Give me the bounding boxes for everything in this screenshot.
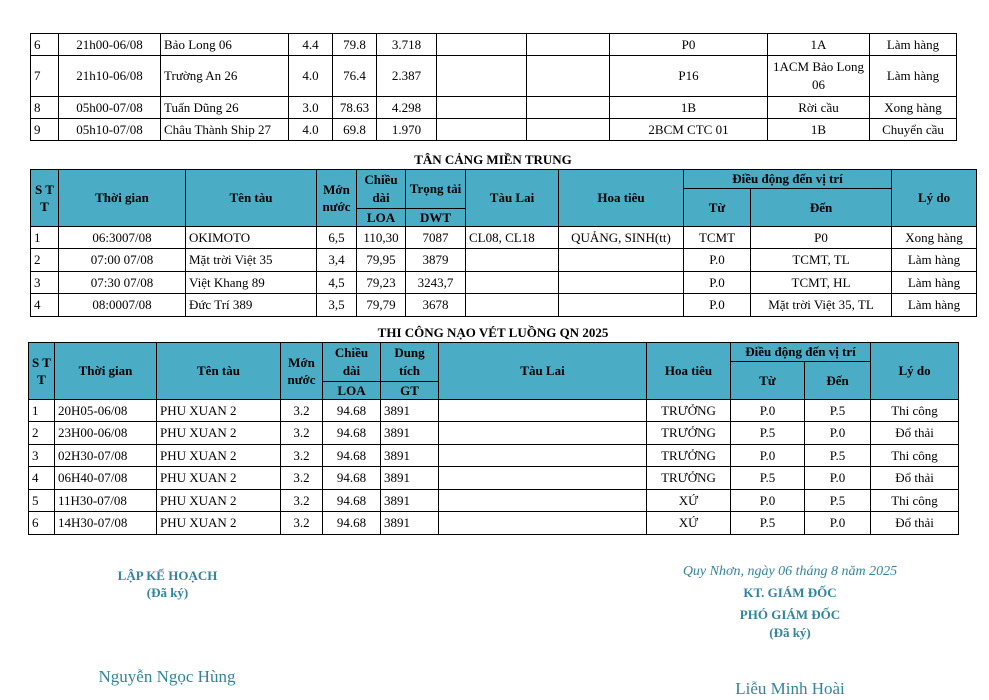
director-title: KT. GIÁM ĐỐC bbox=[743, 585, 837, 600]
section-title-nao-vet: THI CÔNG NẠO VÉT LUỒNG QN 2025 bbox=[377, 325, 609, 340]
table-cell bbox=[466, 272, 559, 294]
col-time-header: Thời gian bbox=[59, 170, 186, 227]
table-cell: Châu Thành Ship 27 bbox=[161, 119, 289, 141]
table-cell: P.0 bbox=[805, 512, 871, 535]
table-cell: 3891 bbox=[381, 467, 439, 490]
table-cell: PHU XUAN 2 bbox=[157, 490, 281, 512]
table-cell: 2 bbox=[29, 422, 55, 445]
table-cell bbox=[439, 467, 647, 490]
table-cell: TCMT bbox=[684, 227, 751, 249]
table-cell: P.5 bbox=[731, 422, 805, 445]
planner-title: LẬP KẾ HOẠCH bbox=[117, 568, 218, 583]
table-cell: P.0 bbox=[805, 467, 871, 490]
planner-name: Nguyễn Ngọc Hùng bbox=[98, 667, 236, 686]
table-cell: OKIMOTO bbox=[186, 227, 317, 249]
table-cell bbox=[439, 512, 647, 535]
col-stt-header: S T T bbox=[29, 343, 55, 400]
table-cell: 94.68 bbox=[323, 467, 381, 490]
table-cell: TRƯỞNG bbox=[647, 422, 731, 445]
table-cell: 1.970 bbox=[377, 119, 437, 141]
table-cell: P0 bbox=[751, 227, 892, 249]
table-cell: 20H05-06/08 bbox=[55, 400, 157, 422]
table-cell: 3.2 bbox=[281, 467, 323, 490]
table-cell: Đổ thải bbox=[871, 422, 959, 445]
tan-cang-table bbox=[30, 169, 977, 317]
nao-vet-table bbox=[28, 342, 959, 535]
table-cell: 21h10-06/08 bbox=[59, 56, 161, 97]
table-cell: 76.4 bbox=[333, 56, 377, 97]
col-tonnage-header: Trọng tải bbox=[406, 170, 466, 209]
table-row bbox=[29, 512, 959, 535]
table-cell: 2.387 bbox=[377, 56, 437, 97]
table-cell: 94.68 bbox=[323, 422, 381, 445]
table-cell: 3.2 bbox=[281, 400, 323, 422]
table-row bbox=[29, 422, 959, 445]
table-cell: 3891 bbox=[381, 445, 439, 467]
table-cell: 1A bbox=[768, 34, 870, 56]
table-cell: P.5 bbox=[731, 467, 805, 490]
table-cell bbox=[437, 119, 527, 141]
table-cell: 4.0 bbox=[289, 119, 333, 141]
table-cell: P.0 bbox=[731, 445, 805, 467]
table-cell: PHU XUAN 2 bbox=[157, 467, 281, 490]
table-cell: 23H00-06/08 bbox=[55, 422, 157, 445]
table-cell: 3891 bbox=[381, 490, 439, 512]
table-cell: 2BCM CTC 01 bbox=[610, 119, 768, 141]
table-cell: Xong hàng bbox=[870, 97, 957, 119]
director-signed-note: (Đã ký) bbox=[769, 625, 811, 640]
table-cell: 4.298 bbox=[377, 97, 437, 119]
table-cell: Rời cầu bbox=[768, 97, 870, 119]
table-cell bbox=[439, 445, 647, 467]
table-cell: 3.2 bbox=[281, 422, 323, 445]
table-cell: TCMT, TL bbox=[751, 249, 892, 272]
table-cell: Đổ thải bbox=[871, 512, 959, 535]
col-reason-header: Lý do bbox=[892, 170, 977, 227]
table-cell: Thi công bbox=[871, 400, 959, 422]
table-cell: 6 bbox=[29, 512, 55, 535]
table-cell: 94.68 bbox=[323, 400, 381, 422]
table-cell: Đức Trí 389 bbox=[186, 294, 317, 317]
table-cell: Bảo Long 06 bbox=[161, 34, 289, 56]
table-cell bbox=[527, 97, 610, 119]
table-cell: 1 bbox=[29, 400, 55, 422]
planner-signed-note: (Đã ký) bbox=[146, 585, 189, 600]
table-cell bbox=[466, 294, 559, 317]
col-length-header: Chiều dài bbox=[357, 170, 406, 209]
table-cell bbox=[527, 34, 610, 56]
table-cell: Làm hàng bbox=[892, 272, 977, 294]
table-cell: CL08, CL18 bbox=[466, 227, 559, 249]
table-cell: P0 bbox=[610, 34, 768, 56]
table-cell bbox=[559, 249, 684, 272]
table-row bbox=[29, 490, 959, 512]
table-cell: TRƯỞNG bbox=[647, 400, 731, 422]
table-cell: P.0 bbox=[731, 490, 805, 512]
table-cell: P.0 bbox=[684, 272, 751, 294]
col-to-header: Đến bbox=[751, 188, 892, 227]
table-cell: 79,79 bbox=[357, 294, 406, 317]
col-reason-header: Lý do bbox=[871, 343, 959, 400]
table-cell: Việt Khang 89 bbox=[186, 272, 317, 294]
director-name: Liễu Minh Hoài bbox=[735, 679, 845, 698]
table-cell: 2 bbox=[31, 249, 59, 272]
col-tonnage-unit: DWT bbox=[406, 208, 466, 227]
table-cell: 3891 bbox=[381, 422, 439, 445]
table-cell: 07:00 07/08 bbox=[59, 249, 186, 272]
table-cell: 3,4 bbox=[317, 249, 357, 272]
table-cell: 08:0007/08 bbox=[59, 294, 186, 317]
table-cell: Làm hàng bbox=[892, 294, 977, 317]
place-date-line: Quy Nhơn, ngày 06 tháng 8 năm 2025 bbox=[682, 564, 898, 579]
table-cell: 1B bbox=[768, 119, 870, 141]
table-cell: 3891 bbox=[381, 512, 439, 535]
table-cell: 1 bbox=[31, 227, 59, 249]
col-stt-header: S T T bbox=[31, 170, 59, 227]
col-volume-unit: GT bbox=[381, 381, 439, 400]
table-cell: 79,95 bbox=[357, 249, 406, 272]
table-cell: 1ACM Bảo Long 06 bbox=[768, 56, 870, 97]
table-cell: 94.68 bbox=[323, 445, 381, 467]
table-cell: Thi công bbox=[871, 445, 959, 467]
table-cell: 3.2 bbox=[281, 445, 323, 467]
table-cell: 79.8 bbox=[333, 34, 377, 56]
table-cell: 3243,7 bbox=[406, 272, 466, 294]
table-cell bbox=[466, 249, 559, 272]
table-cell bbox=[439, 422, 647, 445]
table-cell: 110,30 bbox=[357, 227, 406, 249]
table-cell: 94.68 bbox=[323, 490, 381, 512]
table-row bbox=[31, 56, 957, 97]
table-cell: TRƯỞNG bbox=[647, 445, 731, 467]
table-cell: PHU XUAN 2 bbox=[157, 512, 281, 535]
table-cell: 3 bbox=[29, 445, 55, 467]
table-cell: 3.2 bbox=[281, 490, 323, 512]
table-cell: P.5 bbox=[731, 512, 805, 535]
section-title-tan-cang: TÂN CẢNG MIỀN TRUNG bbox=[414, 152, 572, 167]
table-cell: 14H30-07/08 bbox=[55, 512, 157, 535]
deputy-director-title: PHÓ GIÁM ĐỐC bbox=[739, 607, 841, 622]
table-cell: 3,5 bbox=[317, 294, 357, 317]
table-cell: 3.0 bbox=[289, 97, 333, 119]
table-cell: 4 bbox=[31, 294, 59, 317]
col-tug-header: Tàu Lai bbox=[439, 343, 647, 400]
table-cell: 7 bbox=[31, 56, 59, 97]
table-cell: 05h00-07/08 bbox=[59, 97, 161, 119]
table-cell: Xong hàng bbox=[892, 227, 977, 249]
table-cell bbox=[527, 119, 610, 141]
table-cell: P.5 bbox=[805, 400, 871, 422]
table-cell: 07:30 07/08 bbox=[59, 272, 186, 294]
table-cell bbox=[439, 400, 647, 422]
table-cell: P.5 bbox=[805, 490, 871, 512]
table-cell: PHU XUAN 2 bbox=[157, 422, 281, 445]
table-cell: 02H30-07/08 bbox=[55, 445, 157, 467]
berth-schedule-table-continued bbox=[30, 33, 957, 141]
table-cell: 79,23 bbox=[357, 272, 406, 294]
table-cell: 06:3007/08 bbox=[59, 227, 186, 249]
table-cell: Trường An 26 bbox=[161, 56, 289, 97]
table-cell bbox=[559, 272, 684, 294]
table-cell: P.5 bbox=[805, 445, 871, 467]
col-draft-header: Mớn nước bbox=[317, 170, 357, 227]
table-cell: 3879 bbox=[406, 249, 466, 272]
table-cell: 7087 bbox=[406, 227, 466, 249]
col-to-header: Đến bbox=[805, 361, 871, 400]
table-cell: 94.68 bbox=[323, 512, 381, 535]
col-draft-header: Mớn nước bbox=[281, 343, 323, 400]
table-cell: 3891 bbox=[381, 400, 439, 422]
table-cell bbox=[559, 294, 684, 317]
table-cell: 9 bbox=[31, 119, 59, 141]
table-cell: 6,5 bbox=[317, 227, 357, 249]
col-volume-header: Dung tích bbox=[381, 343, 439, 382]
table-cell: Đổ thải bbox=[871, 467, 959, 490]
table-cell: Thi công bbox=[871, 490, 959, 512]
table-cell: Làm hàng bbox=[870, 56, 957, 97]
col-tug-header: Tàu Lai bbox=[466, 170, 559, 227]
table-cell: 4 bbox=[29, 467, 55, 490]
table-cell: P.0 bbox=[684, 294, 751, 317]
table-cell: 05h10-07/08 bbox=[59, 119, 161, 141]
table-cell bbox=[439, 490, 647, 512]
table-cell: 06H40-07/08 bbox=[55, 467, 157, 490]
table-cell: TRƯỞNG bbox=[647, 467, 731, 490]
col-length-unit: LOA bbox=[357, 208, 406, 227]
table-cell: 4.0 bbox=[289, 56, 333, 97]
table-cell bbox=[437, 34, 527, 56]
table-cell: 21h00-06/08 bbox=[59, 34, 161, 56]
col-length-header: Chiều dài bbox=[323, 343, 381, 382]
table-cell: Làm hàng bbox=[870, 34, 957, 56]
table-row bbox=[31, 227, 977, 249]
table-cell: 1B bbox=[610, 97, 768, 119]
table-cell: PHU XUAN 2 bbox=[157, 445, 281, 467]
table-row bbox=[29, 445, 959, 467]
table-cell: 6 bbox=[31, 34, 59, 56]
table-cell: P.0 bbox=[805, 422, 871, 445]
col-ship-header: Tên tàu bbox=[186, 170, 317, 227]
table-cell: P.0 bbox=[684, 249, 751, 272]
table-cell: Chuyển cầu bbox=[870, 119, 957, 141]
col-move-header: Điều động đến vị trí bbox=[684, 170, 892, 189]
table-cell bbox=[437, 97, 527, 119]
table-row bbox=[29, 400, 959, 422]
table-cell: XỨ bbox=[647, 512, 731, 535]
table-row bbox=[29, 467, 959, 490]
table-cell: 4.4 bbox=[289, 34, 333, 56]
table-cell: 3.2 bbox=[281, 512, 323, 535]
table-row bbox=[31, 34, 957, 56]
col-from-header: Từ bbox=[731, 361, 805, 400]
table-cell: QUẢNG, SINH(tt) bbox=[559, 227, 684, 249]
table-cell: 3 bbox=[31, 272, 59, 294]
table-row bbox=[31, 97, 957, 119]
table-cell: 69.8 bbox=[333, 119, 377, 141]
table-cell: TCMT, HL bbox=[751, 272, 892, 294]
table-row bbox=[31, 119, 957, 141]
table-cell: XỨ bbox=[647, 490, 731, 512]
table-row bbox=[31, 272, 977, 294]
col-time-header: Thời gian bbox=[55, 343, 157, 400]
col-move-header: Điều động đến vị trí bbox=[731, 343, 871, 362]
table-cell: P.0 bbox=[731, 400, 805, 422]
col-from-header: Từ bbox=[684, 188, 751, 227]
table-cell: PHU XUAN 2 bbox=[157, 400, 281, 422]
col-length-unit: LOA bbox=[323, 381, 381, 400]
table-cell: 78.63 bbox=[333, 97, 377, 119]
table-cell: 5 bbox=[29, 490, 55, 512]
table-cell: P16 bbox=[610, 56, 768, 97]
table-cell: 11H30-07/08 bbox=[55, 490, 157, 512]
table-cell: Mặt trời Việt 35 bbox=[186, 249, 317, 272]
table-cell: Làm hàng bbox=[892, 249, 977, 272]
table-row bbox=[31, 294, 977, 317]
table-cell: 3.718 bbox=[377, 34, 437, 56]
table-cell: Tuấn Dũng 26 bbox=[161, 97, 289, 119]
table-cell bbox=[437, 56, 527, 97]
table-cell: 3678 bbox=[406, 294, 466, 317]
col-ship-header: Tên tàu bbox=[157, 343, 281, 400]
col-pilot-header: Hoa tiêu bbox=[559, 170, 684, 227]
table-cell: Mặt trời Việt 35, TL bbox=[751, 294, 892, 317]
table-cell: 8 bbox=[31, 97, 59, 119]
col-pilot-header: Hoa tiêu bbox=[647, 343, 731, 400]
table-cell bbox=[527, 56, 610, 97]
table-row bbox=[31, 249, 977, 272]
table-cell: 4,5 bbox=[317, 272, 357, 294]
